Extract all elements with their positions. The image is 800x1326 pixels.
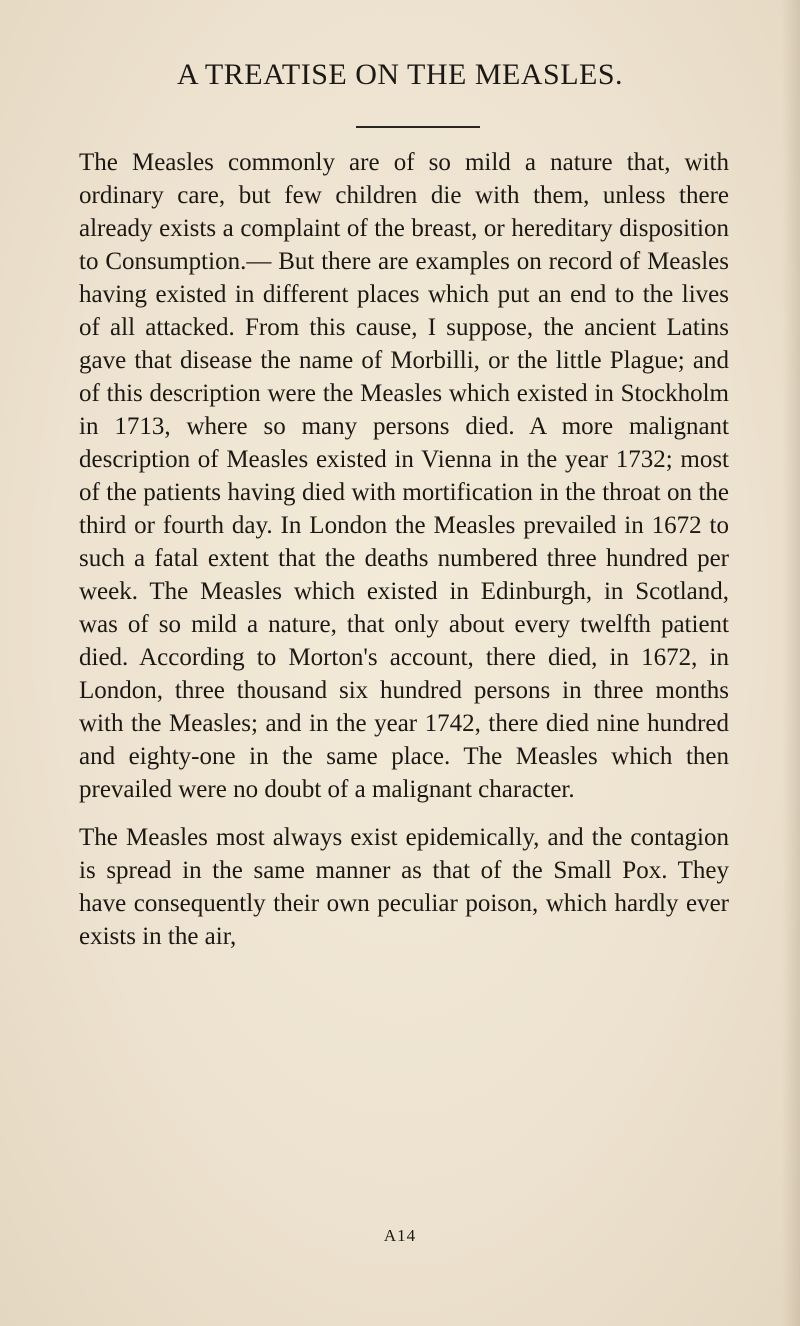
paragraph-2: The Measles most always exist epidemically, and the contagion is spread in the same manner as that of the Small Pox. They have consequently their own peculiar poison, which hardly ever exists in the air, <box>79 824 729 950</box>
page-edge-shadow <box>782 0 800 1326</box>
paragraph-1: The Measles commonly are of so mild a nature that, with ordinary care, but few children die with them, unless there already exists a complaint of the breast, or hereditary disposition to Consumption.— But there are examples on record of Measles having existed in different places which put an end to the lives of all attacked. From this cause, I suppose, the ancient Latins gave that disease the name of Morbilli, or the little Plague; and of this description were the Measles which existed in Stockholm in 1713, where so many persons died. A more malignant description of Measles existed in Vienna in the year 1732; most of the patients having died with mortification in the throat on the third or fourth day. In London the Measles prevailed in 1672 to such a fatal extent that the deaths numbered three hundred per week. The Measles which existed in Edinburgh, in Scotland, was of so mild a nature, that only about every twelfth patient died. According to Morton's account, there died, in 1672, in London, three thousand six hundred persons in three months with the Measles; and in the year 1742, there died nine hundred and eighty-one in the same place. The Measles which then prevailed were no doubt of a malignant character. <box>79 149 729 803</box>
body-text <box>79 146 729 953</box>
running-title: A TREATISE ON THE MEASLES. <box>176 58 624 91</box>
header-rule <box>356 126 480 128</box>
signature-mark: A14 <box>383 1226 417 1245</box>
